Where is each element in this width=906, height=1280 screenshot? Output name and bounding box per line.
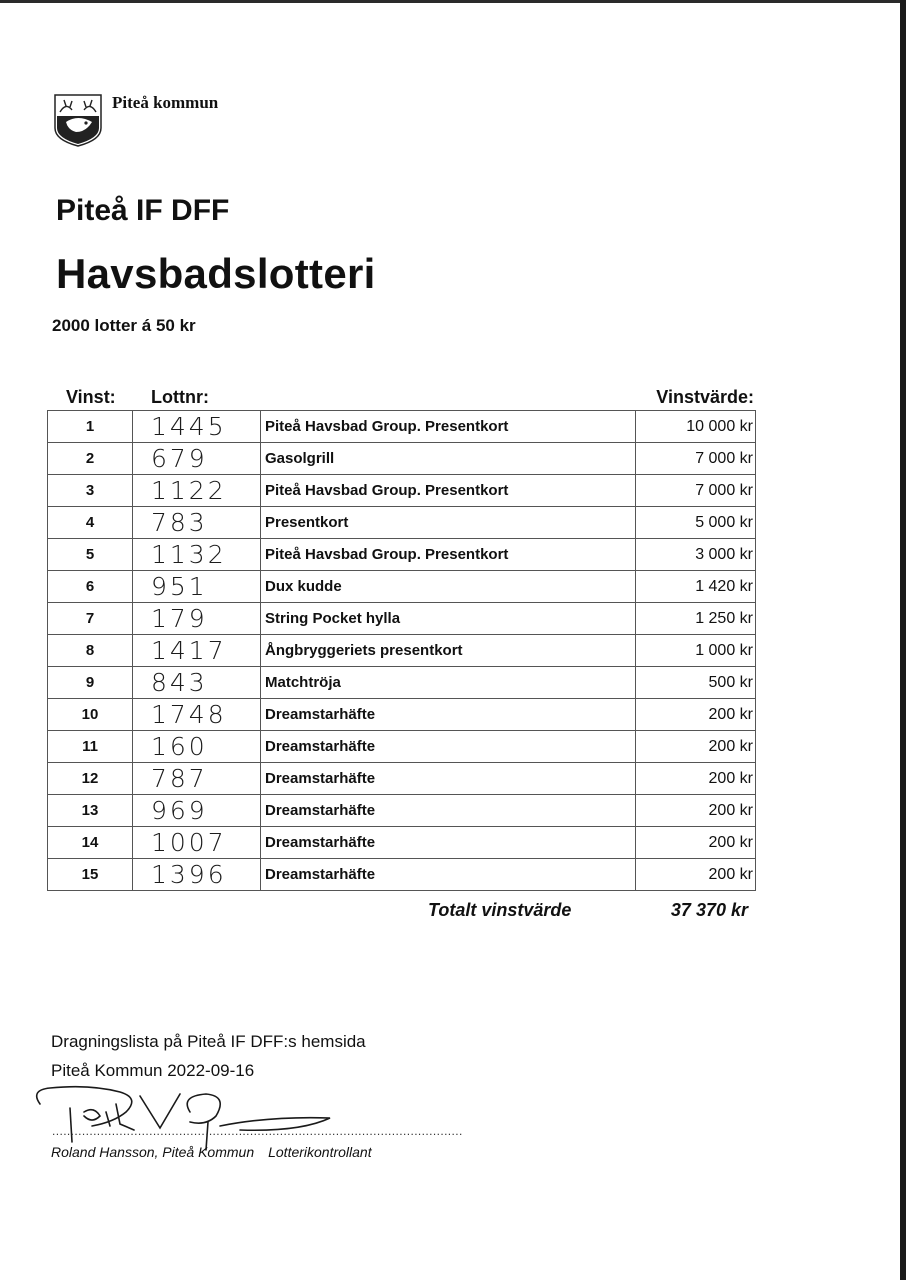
ticket-number: 787 — [133, 763, 261, 795]
prize-row — [48, 827, 756, 859]
ticket-number: 783 — [133, 507, 261, 539]
ticket-number: 1122 — [133, 475, 261, 507]
prize-number: 12 — [48, 763, 133, 795]
prize-description: Matchtröja — [261, 667, 636, 699]
prize-value: 1 420 kr — [636, 571, 756, 603]
prize-number: 2 — [48, 443, 133, 475]
prize-number: 1 — [48, 411, 133, 443]
prize-number: 4 — [48, 507, 133, 539]
total-label: Totalt vinstvärde — [428, 900, 572, 920]
ticket-number: 1132 — [133, 539, 261, 571]
ticket-number: 179 — [133, 603, 261, 635]
prize-number: 10 — [48, 699, 133, 731]
scan-right-edge — [900, 0, 906, 1280]
prize-value: 10 000 kr — [636, 411, 756, 443]
prize-number: 9 — [48, 667, 133, 699]
prize-row — [48, 795, 756, 827]
prize-description: Dreamstarhäfte — [261, 763, 636, 795]
ticket-number: 843 — [133, 667, 261, 699]
prize-description: String Pocket hylla — [261, 603, 636, 635]
prize-value: 500 kr — [636, 667, 756, 699]
prize-description: Piteå Havsbad Group. Presentkort — [261, 475, 636, 507]
prize-description: Dreamstarhäfte — [261, 731, 636, 763]
prize-value: 200 kr — [636, 763, 756, 795]
prize-value: 200 kr — [636, 699, 756, 731]
prize-number: 7 — [48, 603, 133, 635]
signature-dotted-line: .............................................................................................................. — [52, 1124, 463, 1138]
prize-row — [48, 571, 756, 603]
page-title: Havsbadslotteri — [56, 250, 376, 297]
column-header-vinst: Vinst: — [66, 387, 116, 407]
prize-table — [47, 410, 756, 891]
prize-description: Dreamstarhäfte — [261, 699, 636, 731]
prize-description: Gasolgrill — [261, 443, 636, 475]
prize-description: Dreamstarhäfte — [261, 827, 636, 859]
prize-row — [48, 731, 756, 763]
ticket-number: 160 — [133, 731, 261, 763]
prize-row — [48, 635, 756, 667]
prize-value: 200 kr — [636, 827, 756, 859]
prize-value: 7 000 kr — [636, 443, 756, 475]
prize-value: 1 000 kr — [636, 635, 756, 667]
total-value: 37 370 kr — [670, 900, 748, 920]
column-header-vinstvarde: Vinstvärde: — [656, 387, 754, 407]
prize-number: 14 — [48, 827, 133, 859]
handwritten-signature — [30, 1082, 350, 1152]
prize-value: 200 kr — [636, 795, 756, 827]
prize-row — [48, 699, 756, 731]
prize-description: Dreamstarhäfte — [261, 795, 636, 827]
prize-row — [48, 539, 756, 571]
lottery-subtitle: 2000 lotter á 50 kr — [52, 316, 196, 335]
signer-role: Lotterikontrollant — [268, 1144, 372, 1160]
prize-number: 6 — [48, 571, 133, 603]
prize-value: 3 000 kr — [636, 539, 756, 571]
signer-name: Roland Hansson, Piteå Kommun — [51, 1144, 255, 1160]
ticket-number: 1007 — [133, 827, 261, 859]
ticket-number: 1417 — [133, 635, 261, 667]
footer-draw-list-note: Dragningslista på Piteå IF DFF:s hemsida — [51, 1032, 366, 1051]
prize-description: Piteå Havsbad Group. Presentkort — [261, 539, 636, 571]
prize-value: 200 kr — [636, 731, 756, 763]
prize-description: Ångbryggeriets presentkort — [261, 635, 636, 667]
prize-row — [48, 475, 756, 507]
prize-value: 5 000 kr — [636, 507, 756, 539]
club-name: Piteå IF DFF — [56, 194, 230, 227]
prize-number: 3 — [48, 475, 133, 507]
ticket-number: 1748 — [133, 699, 261, 731]
prize-value: 7 000 kr — [636, 475, 756, 507]
footer-place-date: Piteå Kommun 2022-09-16 — [51, 1061, 255, 1080]
prize-row — [48, 763, 756, 795]
prize-description: Piteå Havsbad Group. Presentkort — [261, 411, 636, 443]
prize-value: 200 kr — [636, 859, 756, 891]
signature-caption — [51, 1144, 372, 1160]
prize-row — [48, 443, 756, 475]
prize-row — [48, 411, 756, 443]
prize-value: 1 250 kr — [636, 603, 756, 635]
prize-row — [48, 667, 756, 699]
reindeer-coat-of-arms-icon — [52, 92, 104, 148]
ticket-number: 679 — [133, 443, 261, 475]
municipality-name: Piteå kommun — [112, 93, 219, 112]
prize-number: 8 — [48, 635, 133, 667]
prize-description: Dreamstarhäfte — [261, 859, 636, 891]
ticket-number: 1445 — [133, 411, 261, 443]
prize-description: Presentkort — [261, 507, 636, 539]
prize-row — [48, 507, 756, 539]
scan-top-edge — [0, 0, 906, 3]
prize-row — [48, 859, 756, 891]
prize-number: 13 — [48, 795, 133, 827]
ticket-number: 969 — [133, 795, 261, 827]
ticket-number: 1396 — [133, 859, 261, 891]
ticket-number: 951 — [133, 571, 261, 603]
prize-description: Dux kudde — [261, 571, 636, 603]
prize-number: 11 — [48, 731, 133, 763]
prize-number: 15 — [48, 859, 133, 891]
prize-row — [48, 603, 756, 635]
column-header-lottnr: Lottnr: — [151, 387, 209, 407]
prize-number: 5 — [48, 539, 133, 571]
